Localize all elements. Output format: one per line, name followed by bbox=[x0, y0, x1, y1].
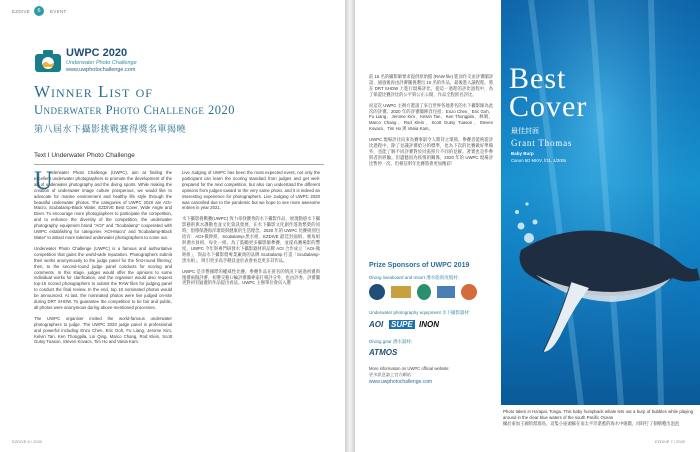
sponsors-title: Prize Sponsors of UWPC 2019 bbox=[369, 262, 470, 269]
sponsor-logo-badge bbox=[369, 284, 385, 300]
caption-chinese: 攝於東加王國哈派群島，這隻小座頭鯨在南太平洋湛藍的海水中嬉戲，同時打了個噴嚏出泡泡 bbox=[503, 420, 680, 426]
winning-photo bbox=[501, 0, 700, 405]
more-info-text: More information on UWPC official website: bbox=[369, 366, 450, 371]
award-title-line-1: Best bbox=[509, 62, 567, 95]
drop-cap: U bbox=[34, 166, 53, 195]
col1-paragraph-3: The UWPC organiser invited the world-famous underwater photographers to judge. The UWPC 2020 judge panel is professional and powerful including Enzo Chen, Eric Goh, Fu Liang, Jerome Kim, Kelvin Tan, Ken Thongpila, Lin Qing, Marco Chang, Rod Klein, Scott Gutsy Tuason, Steven Kovacs, Tim Ho and Vania Kam. bbox=[34, 315, 172, 345]
article-column-2 bbox=[182, 170, 320, 291]
page-footer: EZDIVE 6 / 2020 bbox=[12, 439, 43, 444]
sponsor-gear-label: Diving gear 潛水器材: bbox=[369, 339, 413, 344]
left-page bbox=[0, 0, 345, 452]
sponsor-logo-badge bbox=[461, 284, 477, 300]
award-title-chinese: 最佳封面 bbox=[511, 128, 539, 135]
sponsor-logo-aoi: AOI bbox=[369, 320, 384, 329]
sponsor-logo-supe: SUPE bbox=[391, 320, 413, 329]
headline-chinese: 第八屆水下攝影挑戰賽得獎名單揭曉 bbox=[34, 124, 187, 134]
sponsor-logo-badge bbox=[437, 286, 455, 298]
right-page bbox=[355, 0, 700, 452]
page-number-badge: 6 bbox=[34, 6, 44, 16]
camera-settings: Canon 5D MKIV, f/11, 1/200s bbox=[511, 158, 567, 163]
logo-subtitle: Underwater Photo Challenge bbox=[66, 60, 137, 66]
headline-line-2: Underwater Photo Challenge 2020 bbox=[34, 103, 236, 117]
sponsor-equipment-label: Underwater photography equipment 水下攝影器材: bbox=[369, 310, 471, 315]
page-footer: EZDIVE 7 / 2020 bbox=[655, 439, 686, 444]
col2-paragraph-3: UWPC 是享譽國際的權威性比賽。參賽作品在匿名的情況下通過初審與復審兩個評審。初選交藝口輪評審團專家打相評分外，也由評委，評審團更對初有疑慮的作品提出看法。UWPC 主辦單位會向入選 bbox=[182, 268, 320, 286]
sponsor-logo-badge bbox=[391, 286, 411, 298]
more-info-url: www.uwphotochallenge.com bbox=[369, 379, 433, 385]
col2-paragraph-2: 水下攝影挑戰賽(UWPC) 致力尋找優秀的水下攝影作品，展現動感水下攝影藝術與水護動也並文化資訊發展，在水下攝影文化創作蓬勃繁榮的同時，倡導保護海洋環境與健康的生活理念。2020 年的 UWPC 比賽組別包括有：AOI-微距組、Scubalamp-黑水組、EZDIVE 最佳封面組、廣角組與潛水員組，每比一組。為了鼓勵更多攝影師參賽，並提高賽場影的豐度，UWPC 今年與專門研發水下攝影器材的品牌 AOI 合作成立「AOI-微距組」，與品水下攝影燈專業廠商的品牌 Scubalamp 打造「Scubalamp-黑水組」，吸引更多高手競技並於表會看見更多其作品。 bbox=[182, 216, 320, 263]
col2-paragraph-1: Live Judging of UWPC has been the most expected event, not only the participant can learn the scoring standard from judges and get well-prepared for the next competition, but also can understand the different opinions from judges toward to the very same photo, and it is indeed an interesting experience for photographers. Live Judging of UWPC 2020 was cancelled due to the pandemic but we hope to see more awesome entries in year 2021. bbox=[182, 170, 320, 211]
spine-gutter bbox=[345, 0, 355, 452]
headline-line-1: Winner List of bbox=[34, 82, 153, 101]
humpback-whale-illustration bbox=[501, 0, 700, 405]
photo-title: Baby Burp bbox=[511, 151, 534, 156]
winner-name: Grant Thomas bbox=[511, 138, 573, 148]
caption-english: Photo taken in Ha'apai, Tonga. This baby humpback whale lets out a burp of bubbles while playing around in the clear blue waters of the south Pacific Ocean bbox=[503, 409, 693, 420]
award-title-line-2: Cover bbox=[509, 90, 588, 123]
sponsor-box bbox=[365, 262, 497, 412]
uwpc-logo bbox=[34, 47, 214, 77]
sponsor-liveaboard-label: Diving liveaboard and resort 潛水船與度假村: bbox=[369, 275, 460, 280]
article-column-1 bbox=[34, 166, 172, 350]
logo-title: UWPC 2020 bbox=[66, 47, 128, 59]
sponsor-logo-badge bbox=[417, 284, 431, 300]
sponsor-logo-inon: INON bbox=[419, 320, 439, 329]
more-info-text-cn: 更多訊息請上官方網站： bbox=[369, 372, 416, 377]
byline-rule bbox=[34, 164, 324, 165]
right-paragraph-2: 而這次 UWPC 主辦方邀請了來自世界各地著名的水下攝影師為此次的評審。2020 年的評審團陣容包括：Enzo Chen、Eric Goh、Fu Liang、Jerome Kim、Kelvin Tan、Ken Thongpila、林晴、Marco Chang、Rod Klein、Scott Gutsy Tuason、Steven Kovacs、Tim Ho 與 Vania Kam。 bbox=[369, 102, 493, 132]
sponsor-logo-atmos: ATMOS bbox=[369, 348, 398, 357]
camera-logo-icon bbox=[34, 49, 62, 73]
right-paragraph-1: 前 15 名的攝影師要求提供原始檔 (RAW file) 進而作交由評審團評語，通過後再由評審團挑選出 10 名的作品。最後進入議程程。將在 DRT SHOW 上進行現場評比。從這一過程的評比過程中，為了保證比賽評比的公平與公正公開，作品全程匿名評比。 bbox=[369, 74, 493, 97]
right-paragraph-3: UWPC 現場評比向來為賽事最令人期待之環節。參賽者能夠從評比過程中，除了見識評審給分的標準，也為下次的比賽做好準備外，也能了解不同評審對於同張照片不同的見解。著實也是件參與者的經驗。但遺憾因為疫情的關係，2020 年的 UWPC 現場評比暫停一次。但相信明年比賽將會更加精彩！ bbox=[369, 137, 493, 166]
running-section: EVENT bbox=[50, 9, 67, 14]
byline: Text I Underwater Photo Challenge bbox=[34, 152, 135, 159]
article-continued bbox=[369, 74, 493, 172]
logo-url: www.uwphotochallenge.com bbox=[66, 67, 136, 73]
running-brand: EZDIVE bbox=[12, 9, 31, 14]
col1-paragraph-2: Underwater Photo Challenge (UWPC) is a famous and authoritative competition that gains the world-wide reputation. Photographers submit their works anonymously to the judge panel for the first-round filtering; then, to the second-round judge panel conducts for scoring and comments. In this stage, judges would offer the opinions to some individual works for clarification, and the organiser would also request top-15 scored photographers to submit the RAW files for judging panel to conduct the final review. In the end, top 10 nominated photos would be announced. At last, the nominated photos were live judged on-site during DRT SHOW. To guarantee the competition to be fair and public, all photos were anonymous during above-mentioned processes. bbox=[34, 245, 172, 310]
liveaboard-sponsor-logos bbox=[369, 284, 493, 300]
col1-paragraph-1: nderwater Photo Challenge (UWPC), aim at finding the excellent underwater photographers to promote the development of the art of underwater photography and the diving sports. While making the creation of underwater image culture prosperous, we would like to advocate for marine environment and healthy life style through the beautiful underwater photos. The categories of UWPC 2020 are AOI-Macro, Scubalamp-Black Water, EZDIVE Best Cover, Wide Angle and Diver. To encourage more photographers to participate the competition, and to enhance the diversity of the competition, the underwater photography equipment brand "AOI" and "Scubalamp" cooperated with UWPC establishing for categories 'AOI-Macro' and 'Scubalamp-Black Water' to attract more talented underwater photographers to come out. bbox=[34, 170, 172, 240]
photo-caption bbox=[503, 409, 693, 427]
